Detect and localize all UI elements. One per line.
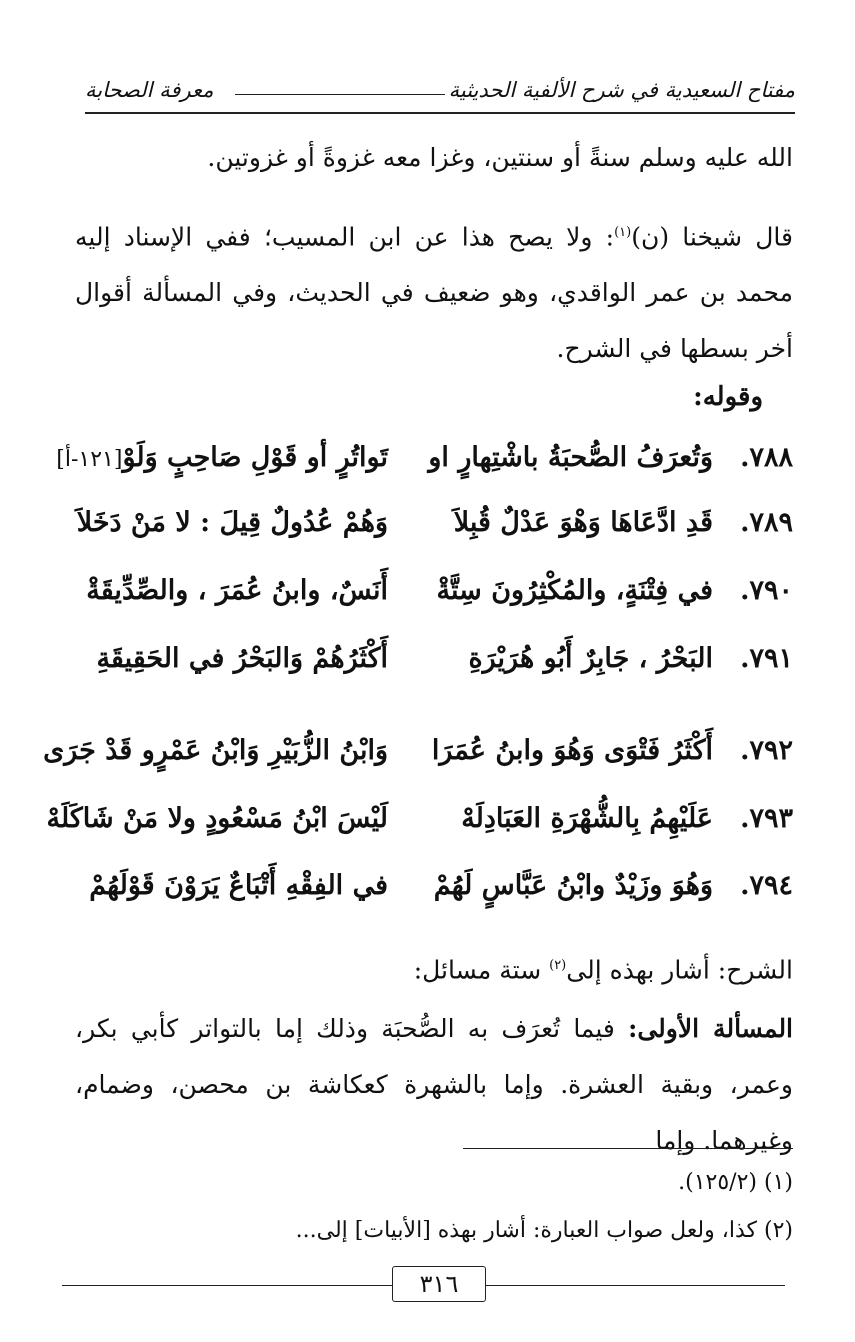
verse-label: وقوله: xyxy=(693,382,763,412)
verse-number: ٧٩٢. xyxy=(740,735,793,766)
header-rule xyxy=(85,112,795,114)
footnote-rule xyxy=(463,1148,793,1149)
footer-line-left xyxy=(62,1285,392,1286)
chapter-title: معرفة الصحابة xyxy=(85,78,214,102)
footnote-ref-2: (٢) xyxy=(549,958,567,973)
first-question-text: فيما تُعرَف به الصُّحبَة وذلك إما بالتواتر كأبي بكر، وعمر، وبقية العشرة. وإما بالشهرة كعكاشة بن محصن، وضمام، وغيرهما. وإما xyxy=(75,1014,793,1155)
verse-second-hemistich: أَنَسٌ، وابنُ عُمَرَ ، والصِّدِّيقَةْ xyxy=(86,575,388,606)
footnote-1: (١) (١٢٥/٢). xyxy=(678,1170,793,1195)
verse-line xyxy=(58,442,793,492)
verse-first-hemistich: أَكْثَرُ فَتْوَى وَهُوَ وابنُ عُمَرَا xyxy=(431,735,713,766)
paragraph-2-rest: : ولا يصح هذا عن ابن المسيب؛ ففي الإسناد إليه محمد بن عمر الواقدي، وهو ضعيف في الحديث، وفي المسألة أقوال أخر بسطها في الشرح. xyxy=(75,222,793,364)
verse-second-text: تَواتُرٍ أو قَوْلِ صَاحِبٍ وَلَوْ xyxy=(122,442,388,473)
book-title: مفتاح السعيدية في شرح الألفية الحديثية xyxy=(448,78,795,102)
first-question-title: المسألة الأولى: xyxy=(628,1014,794,1043)
verse-second-hemistich: وَابْنُ الزُّبَيْرِ وَابْنُ عَمْرٍو قَدْ جَرَى xyxy=(43,735,388,766)
verse-line xyxy=(43,735,793,785)
first-question xyxy=(75,1001,793,1169)
verse-first-hemistich: وَهُوَ وزَيْدٌ وابْنُ عَبَّاسٍ لَهُمْ xyxy=(433,870,713,901)
verse-first-hemistich: قَدِ ادَّعَاهَا وَهْوَ عَدْلٌ قُبِلاَ xyxy=(453,507,713,538)
commentary-intro-start: الشرح: أشار بهذه إلى xyxy=(566,955,793,985)
verse-line xyxy=(58,870,793,920)
verse-first-hemistich: البَحْرُ ، جَابِرٌ أَبُو هُرَيْرَةِ xyxy=(468,643,713,674)
verse-line xyxy=(58,507,793,557)
verse-second-hemistich: وَهُمْ عُدُولٌ قِيلَ : لا مَنْ دَخَلاَ xyxy=(76,507,388,538)
footnote-ref-1: (١) xyxy=(614,225,632,240)
verse-number: ٧٨٨. xyxy=(740,442,793,473)
verse-line xyxy=(46,803,793,853)
commentary-intro-end: ستة مسائل: xyxy=(413,955,550,985)
verse-first-hemistich: في فِتْنَةٍ، والمُكْثِرُونَ سِتَّةْ xyxy=(436,575,713,606)
verse-first-hemistich: عَلَيْهِمُ بِالشُّهْرَةِ العَبَادِلَهْ xyxy=(461,803,713,834)
verse-first-hemistich: وَتُعرَفُ الصُّحبَةُ باشْتِهارٍ او xyxy=(428,442,713,473)
verse-number: ٧٩٤. xyxy=(740,870,793,901)
paragraph-1: الله عليه وسلم سنةً أو سنتين، وغزا معه غزوةً أو غزوتين. xyxy=(207,143,793,172)
footer-line-right xyxy=(485,1285,785,1286)
verse-number: ٧٨٩. xyxy=(740,507,793,538)
verse-number: ٧٩٠. xyxy=(740,575,793,606)
verse-second-hemistich: أَكْثَرُهُمْ وَالبَحْرُ في الحَقِيقَةِ xyxy=(96,643,388,674)
verse-line xyxy=(58,575,793,625)
manuscript-ref: [١٢١-أ] xyxy=(56,447,123,472)
verse-second-hemistich: لَيْسَ ابْنُ مَسْعُودٍ ولا مَنْ شَاكَلَهْ xyxy=(46,803,388,834)
verse-number: ٧٩١. xyxy=(740,643,793,674)
verse-number: ٧٩٣. xyxy=(740,803,793,834)
header-dash-line xyxy=(235,94,445,95)
footnote-2: (٢) كذا، ولعل صواب العبارة: أشار بهذه [الأبيات] إلى... xyxy=(295,1218,793,1243)
page-number: ٣١٦ xyxy=(392,1266,486,1302)
commentary-intro xyxy=(75,938,793,998)
running-header xyxy=(85,78,795,112)
verse-second-hemistich xyxy=(58,442,388,473)
verse-line xyxy=(58,643,793,693)
verse-second-hemistich: في الفِقْهِ أَتْبَاعٌ يَرَوْنَ قَوْلَهُمْ xyxy=(89,870,388,901)
paragraph-2 xyxy=(75,205,793,377)
paragraph-2-start: قال شيخنا (ن) xyxy=(631,222,793,252)
